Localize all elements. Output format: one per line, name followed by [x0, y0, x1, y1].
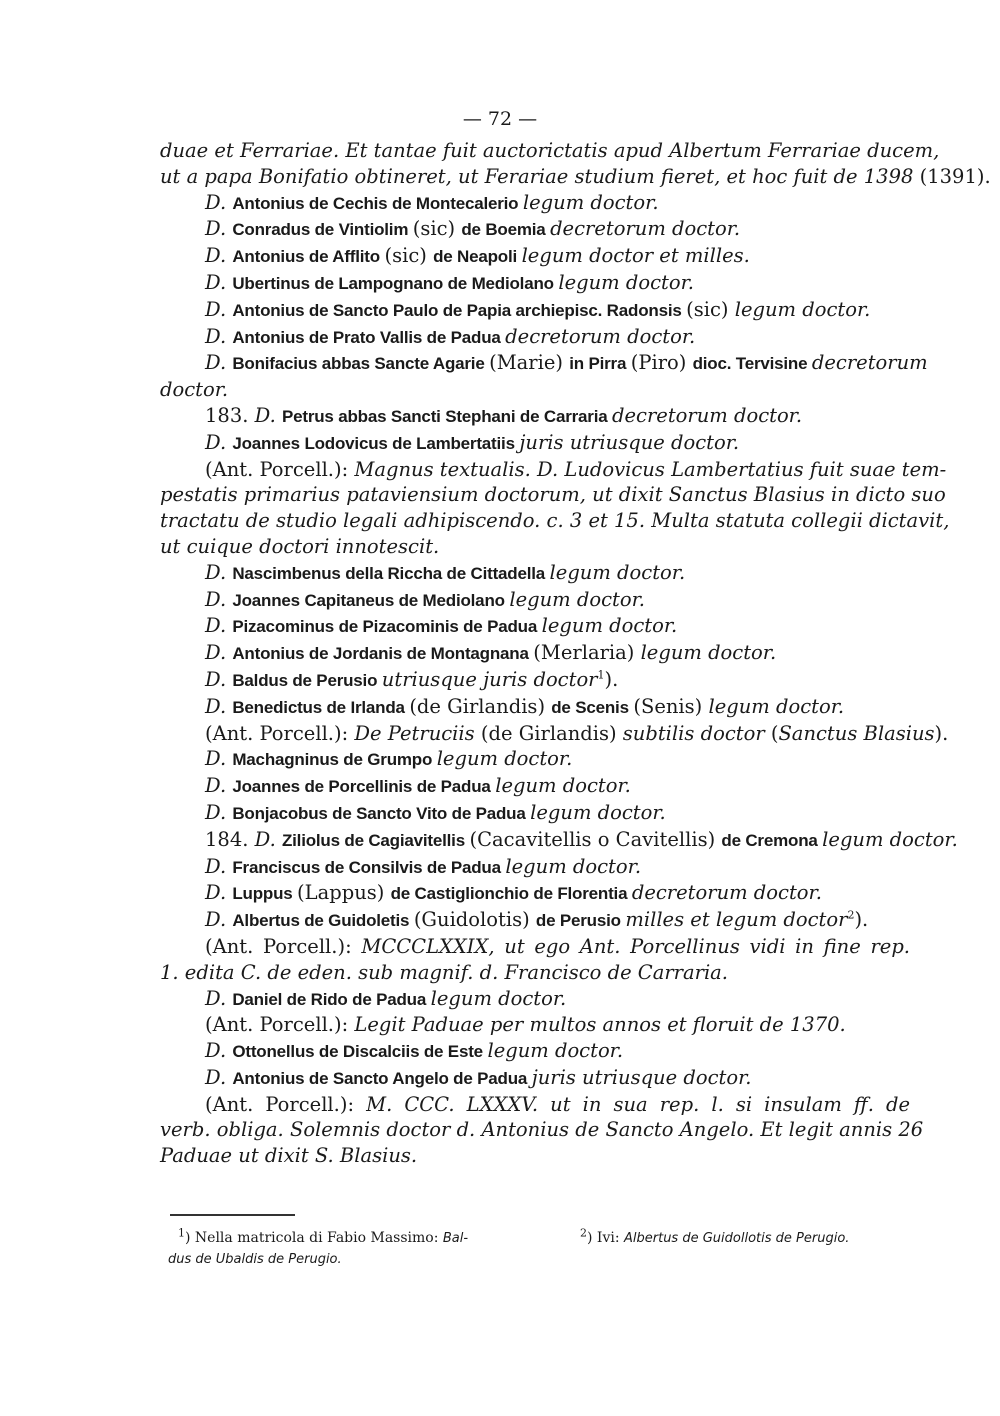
text-line: [160, 1012, 910, 1038]
text-line: [160, 1065, 910, 1092]
text-run: (sic): [686, 297, 735, 321]
text-run: Joannes Capitaneus de Mediolano: [232, 590, 510, 610]
text-run: D.: [205, 324, 233, 348]
text-run: Petrus abbas Sancti Stephani de Carraria: [281, 406, 613, 426]
text-run: (de Girlandis): [409, 694, 552, 718]
text-run: legum doctor.: [708, 694, 845, 718]
text-run: D.: [205, 1039, 233, 1063]
text-run: legum doctor.: [487, 1039, 624, 1063]
text-line: [160, 403, 910, 430]
text-run: Albertus de Guidoletis: [232, 911, 414, 931]
text-run: D.: [205, 854, 233, 878]
text-run: Antonius de Cechis de Montecalerio: [232, 193, 523, 213]
text-line: [160, 986, 910, 1013]
text-line: [160, 640, 910, 667]
text-run: de Neapoli: [433, 247, 522, 267]
text-run: 2: [847, 908, 855, 922]
text-line: [160, 746, 910, 773]
text-run: Magnus textualis. D. Ludovicus Lambertatius fuit suae tem-: [354, 457, 947, 481]
text-run: (: [770, 721, 779, 745]
text-run: Sanctus Blasius: [778, 721, 935, 745]
text-line: [160, 560, 910, 587]
text-run: legum doctor.: [530, 800, 666, 824]
text-run: (Piro): [630, 351, 693, 375]
text-run: (Cacavitellis o Cavitellis): [469, 827, 722, 851]
text-run: tractatu de studio legali adhipiscendo. c. 3 et 15. Multa statuta collegii dictavit,: [160, 509, 950, 533]
text-line: [160, 164, 991, 190]
text-run: legum doctor.: [640, 641, 777, 665]
text-run: D.: [205, 1065, 233, 1089]
text-run: (de Girlandis): [480, 721, 623, 745]
text-run: decretorum doctor.: [505, 324, 696, 348]
text-line: [160, 880, 910, 907]
text-run: D.: [205, 908, 233, 932]
text-run: legum doctor.: [522, 190, 659, 214]
text-run: Joannes Lodovicus de Lambertatiis: [232, 433, 520, 453]
text-run: de Cremona: [721, 830, 823, 850]
text-run: Baldus de Perusio: [232, 670, 382, 690]
footnote-line: [168, 1249, 538, 1270]
text-run: (sic): [412, 217, 462, 241]
text-line: [160, 350, 928, 377]
text-line: [160, 482, 946, 508]
text-run: D.: [254, 827, 282, 851]
text-run: Antonius de Jordanis de Montagnana: [232, 644, 534, 664]
text-line: [160, 1143, 910, 1169]
text-run: (Ant. Porcell.):: [205, 934, 362, 958]
text-run: verb. obliga. Solemnis doctor d. Antonius de Sancto Angelo. Et legit annis 26: [160, 1118, 924, 1142]
text-run: D.: [205, 881, 233, 905]
text-run: Antonius de Afflito: [232, 247, 385, 267]
footnote-2: [580, 1228, 920, 1249]
text-run: 1: [178, 1226, 185, 1240]
text-run: (Ant. Porcell.):: [205, 1092, 367, 1116]
text-line: [160, 613, 910, 640]
text-line: [160, 721, 949, 747]
text-run: Joannes de Porcellinis de Padua: [232, 777, 496, 797]
text-run: dus de Ubaldis de Perugio.: [168, 1252, 342, 1267]
text-run: (1391).: [913, 164, 991, 188]
text-run: pestatis primarius pataviensium doctorum, ut dixit Sanctus Blasius in dicto suo: [160, 483, 946, 507]
text-line: [160, 216, 910, 243]
text-line: [160, 1092, 910, 1118]
text-line: [160, 694, 910, 721]
footnote-1: [168, 1228, 538, 1270]
text-run: legum doctor.: [430, 986, 567, 1010]
text-run: D.: [205, 270, 233, 294]
text-line: [160, 800, 910, 827]
text-run: D.: [205, 190, 233, 214]
text-run: De Petruciis: [354, 721, 481, 745]
text-run: D.: [205, 986, 233, 1010]
text-run: (Guidolotis): [413, 908, 536, 932]
text-run: (Senis): [633, 694, 709, 718]
text-run: Paduae ut dixit S. Blasius.: [160, 1144, 418, 1168]
text-run: Albertus de Guidollotis de Perugio.: [624, 1231, 850, 1246]
text-run: (Lappus): [297, 881, 391, 905]
footnote-line: [168, 1228, 538, 1249]
text-run: Franciscus de Consilvis de Padua: [232, 857, 506, 877]
text-run: Ziliolus de Cagiavitellis: [281, 830, 470, 850]
text-run: Ubertinus de Lampognano de Mediolano: [232, 273, 559, 293]
text-run: (Ant. Porcell.):: [205, 457, 355, 481]
footnote-rule: [170, 1214, 295, 1216]
text-run: D.: [205, 774, 233, 798]
text-run: legum doctor.: [549, 560, 686, 584]
text-run: legum doctor.: [822, 827, 958, 851]
text-run: ut cuique doctori innotescit.: [160, 534, 440, 558]
text-line: [160, 907, 910, 934]
text-run: Benedictus de Irlanda: [232, 697, 410, 717]
text-run: Machagninus de Grumpo: [232, 750, 437, 770]
text-line: [160, 1038, 910, 1065]
text-run: 2: [580, 1226, 587, 1240]
text-run: Conradus de Vintiolim: [232, 220, 413, 240]
text-run: D.: [254, 403, 282, 427]
text-run: doctor.: [160, 378, 229, 402]
text-run: D.: [205, 560, 233, 584]
text-run: ).: [854, 908, 869, 932]
text-run: ) Ivi:: [587, 1230, 624, 1246]
text-run: D.: [205, 747, 233, 771]
text-run: utriusque juris doctor: [381, 667, 598, 691]
text-line: [160, 270, 910, 297]
text-run: legum doctor.: [734, 297, 871, 321]
text-run: juris utriusque doctor.: [519, 430, 740, 454]
text-run: legum doctor.: [505, 854, 642, 878]
text-run: M. CCC. LXXXV. ut in sua rep. l. si insulam ff. de: [366, 1092, 910, 1116]
text-run: de Boemia: [461, 220, 551, 240]
text-run: legum doctor.: [541, 614, 678, 638]
text-run: milles et legum doctor: [625, 908, 848, 932]
text-run: in Pirra: [569, 354, 631, 374]
text-run: MCCCLXXIX, ut ego Ant. Porcellinus vidi in fine rep.: [361, 934, 910, 958]
text-run: D.: [205, 587, 233, 611]
text-run: dioc. Tervisine: [692, 354, 812, 374]
text-run: Luppus: [232, 884, 298, 904]
text-run: decretorum doctor.: [612, 403, 803, 427]
text-run: de Scenis: [551, 697, 634, 717]
text-run: legum doctor.: [495, 774, 631, 798]
text-run: ).: [604, 667, 619, 691]
text-run: Bonifacius abbas Sancte Agarie: [232, 354, 490, 374]
text-run: Bonjacobus de Sancto Vito de Padua: [232, 803, 531, 823]
text-run: D.: [205, 694, 233, 718]
text-line: [160, 587, 910, 614]
text-line: [160, 1117, 924, 1143]
text-line: [160, 960, 910, 986]
text-line: [160, 508, 950, 534]
text-run: (Ant. Porcell.):: [205, 1013, 355, 1037]
text-run: decretorum doctor.: [550, 217, 741, 241]
text-run: 1: [597, 668, 605, 682]
text-run: D.: [205, 614, 233, 638]
text-run: ) Nella matricola di Fabio Massimo:: [185, 1230, 443, 1246]
text-run: de Castiglionchio de Florentia: [390, 884, 632, 904]
text-run: (Merlaria): [533, 641, 641, 665]
text-run: 1. edita C. de eden. sub magnif. d. Francisco de Carraria.: [160, 960, 729, 984]
text-line: [160, 243, 910, 270]
text-run: decretorum doctor.: [631, 881, 822, 905]
text-run: Antonius de Prato Vallis de Padua: [232, 327, 506, 347]
text-run: D.: [205, 641, 233, 665]
text-run: (sic): [384, 244, 434, 268]
text-run: D.: [205, 351, 233, 375]
text-run: legum doctor.: [509, 587, 645, 611]
footnote-line: [580, 1228, 920, 1249]
text-line: [160, 534, 910, 560]
text-run: ut a papa Bonifatio obtineret, ut Ferariae studium fieret, et hoc fuit de 1398: [160, 164, 914, 188]
text-line: [160, 934, 910, 960]
text-run: juris utriusque doctor.: [531, 1065, 752, 1089]
text-run: 183.: [205, 403, 255, 427]
text-run: Bal-: [442, 1231, 469, 1246]
text-run: Daniel de Rido de Padua: [232, 989, 431, 1009]
text-line: [160, 667, 910, 694]
text-run: Antonius de Sancto Angelo de Padua: [232, 1068, 532, 1088]
text-run: duae et Ferrariae. Et tantae fuit auctorictatis apud Albertum Ferrariae ducem,: [160, 139, 940, 162]
text-line: [160, 190, 910, 217]
text-run: (Marie): [489, 351, 570, 375]
main-text: [160, 138, 991, 1169]
text-run: legum doctor.: [436, 747, 573, 771]
text-run: D.: [205, 430, 233, 454]
text-run: D.: [205, 800, 233, 824]
text-line: [160, 430, 910, 457]
text-run: Legit Paduae per multos annos et floruit de 1370.: [354, 1013, 846, 1037]
text-line: [160, 324, 910, 351]
text-run: subtilis doctor: [622, 721, 771, 745]
text-line: [160, 773, 910, 800]
text-run: decretorum: [811, 351, 928, 375]
page-number: — 72 —: [462, 108, 538, 130]
text-line: [160, 377, 910, 403]
text-run: legum doctor.: [558, 270, 694, 294]
text-run: D.: [205, 217, 233, 241]
text-run: Ottonellus de Discalciis de Este: [232, 1042, 488, 1062]
text-run: Nascimbenus della Riccha de Cittadella: [232, 563, 550, 583]
text-line: [160, 297, 910, 324]
text-run: 184.: [205, 827, 255, 851]
text-run: ).: [934, 721, 949, 745]
text-run: Antonius de Sancto Paulo de Papia archiepisc. Radonsis: [232, 300, 687, 320]
text-line: [160, 138, 940, 164]
text-run: D.: [205, 244, 233, 268]
text-run: D.: [205, 297, 233, 321]
text-run: D.: [205, 667, 233, 691]
text-run: de Perusio: [535, 911, 626, 931]
text-run: (Ant. Porcell.):: [205, 721, 355, 745]
text-run: Pizacominus de Pizacominis de Padua: [232, 617, 542, 637]
text-line: [160, 827, 958, 854]
text-run: legum doctor et milles.: [521, 244, 750, 268]
text-line: [160, 457, 947, 483]
text-line: [160, 854, 910, 881]
